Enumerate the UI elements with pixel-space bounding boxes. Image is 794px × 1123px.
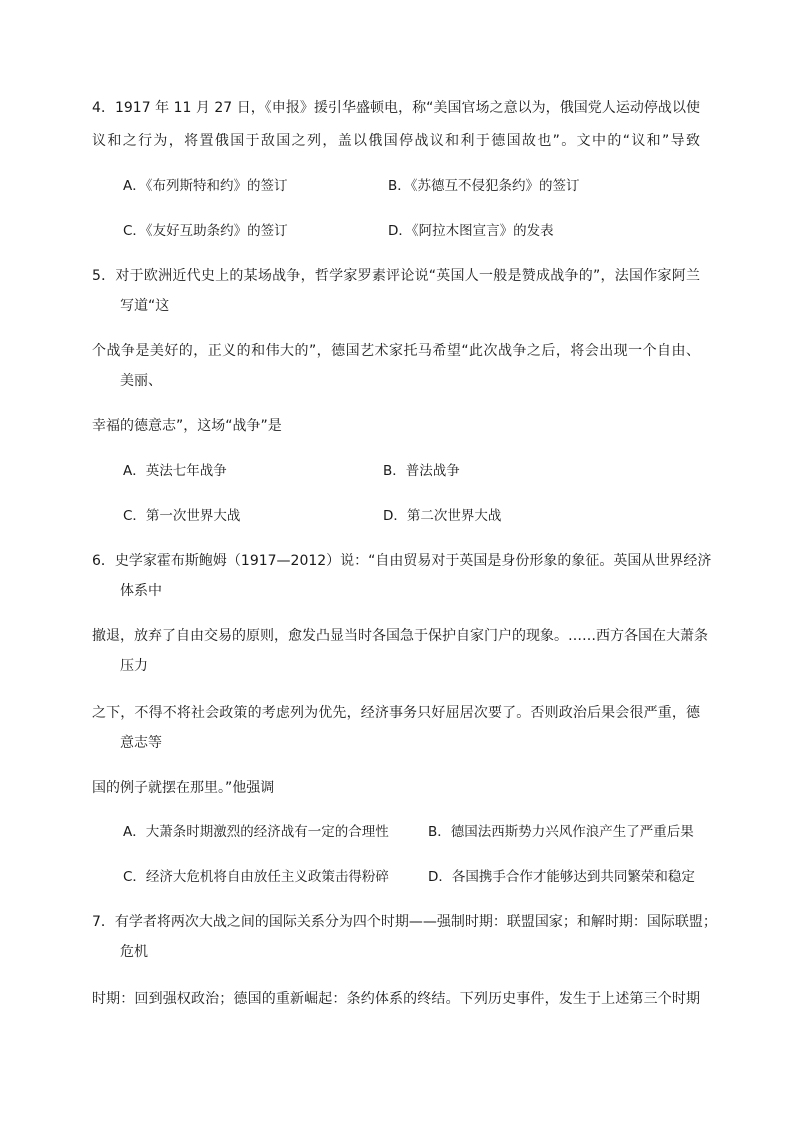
q4-option-a[interactable]: A．《布列斯特和约》的签订 <box>123 178 288 194</box>
q4-option-c[interactable]: C．《友好互助条约》的签订 <box>123 223 288 239</box>
q5-stem-line-2: 写道“这 <box>120 298 170 314</box>
q5-stem-line-4: 美丽、 <box>120 373 162 389</box>
q4-option-d[interactable]: D．《阿拉木图宣言》的发表 <box>388 223 554 239</box>
q7-stem-line-2: 危机 <box>120 944 148 960</box>
q6-stem-line-3: 撤退，放弃了自由交易的原则，愈发凸显当时各国急于保护自家门户的现象。……西方各国在大萧条 <box>92 628 708 644</box>
q5-option-d[interactable]: D．第二次世界大战 <box>383 508 502 524</box>
q6-stem-line-1: 6．史学家霍布斯鲍姆（1917—2012）说：“自由贸易对于英国是身份形象的象征。英国从世界经济 <box>92 553 712 569</box>
q4-option-b[interactable]: B．《苏德互不侵犯条约》的签订 <box>388 178 580 194</box>
q6-stem-line-7: 国的例子就摆在那里。”他强调 <box>92 780 275 796</box>
q7-stem-line-3: 时期：回到强权政治；德国的重新崛起：条约体系的终结。下列历史事件，发生于上述第三个时期 <box>92 991 700 1007</box>
q6-option-b[interactable]: B．德国法西斯势力兴风作浪产生了严重后果 <box>428 824 694 840</box>
q5-option-a[interactable]: A．英法七年战争 <box>123 463 227 479</box>
q5-option-c[interactable]: C．第一次世界大战 <box>123 508 241 524</box>
q4-stem-line-1: 4．1917 年 11 月 27 日，《申报》援引华盛顿电，称“美国官场之意以为，俄国党人运动停战以使 <box>92 100 700 116</box>
q6-stem-line-4: 压力 <box>120 658 148 674</box>
q5-stem-line-3: 个战争是美好的，正义的和伟大的”，德国艺术家托马希望“此次战争之后，将会出现一个自由、 <box>92 343 700 359</box>
q6-option-a[interactable]: A．大萧条时期激烈的经济战有一定的合理性 <box>123 824 389 840</box>
q6-stem-line-2: 体系中 <box>120 583 162 599</box>
q7-stem-line-1: 7．有学者将两次大战之间的国际关系分为四个时期——强制时期：联盟国家；和解时期：国际联盟； <box>92 914 717 930</box>
q6-option-d[interactable]: D．各国携手合作才能够达到共同繁荣和稳定 <box>428 869 695 885</box>
q5-stem-line-5: 幸福的德意志”，这场“战争”是 <box>92 418 282 434</box>
q5-stem-line-1: 5．对于欧洲近代史上的某场战争，哲学家罗素评论说“英国人一般是赞成战争的”，法国作家阿兰 <box>92 268 700 284</box>
q4-stem-line-2: 议和之行为，将置俄国于敌国之列，盖以俄国停战议和利于德国故也”。文中的“议和”导致 <box>92 133 700 149</box>
q6-option-c[interactable]: C．经济大危机将自由放任主义政策击得粉碎 <box>123 869 389 885</box>
q5-option-b[interactable]: B．普法战争 <box>383 463 460 479</box>
q6-stem-line-6: 意志等 <box>120 735 162 751</box>
q6-stem-line-5: 之下，不得不将社会政策的考虑列为优先，经济事务只好屈居次要了。否则政治后果会很严重，德 <box>92 705 700 721</box>
